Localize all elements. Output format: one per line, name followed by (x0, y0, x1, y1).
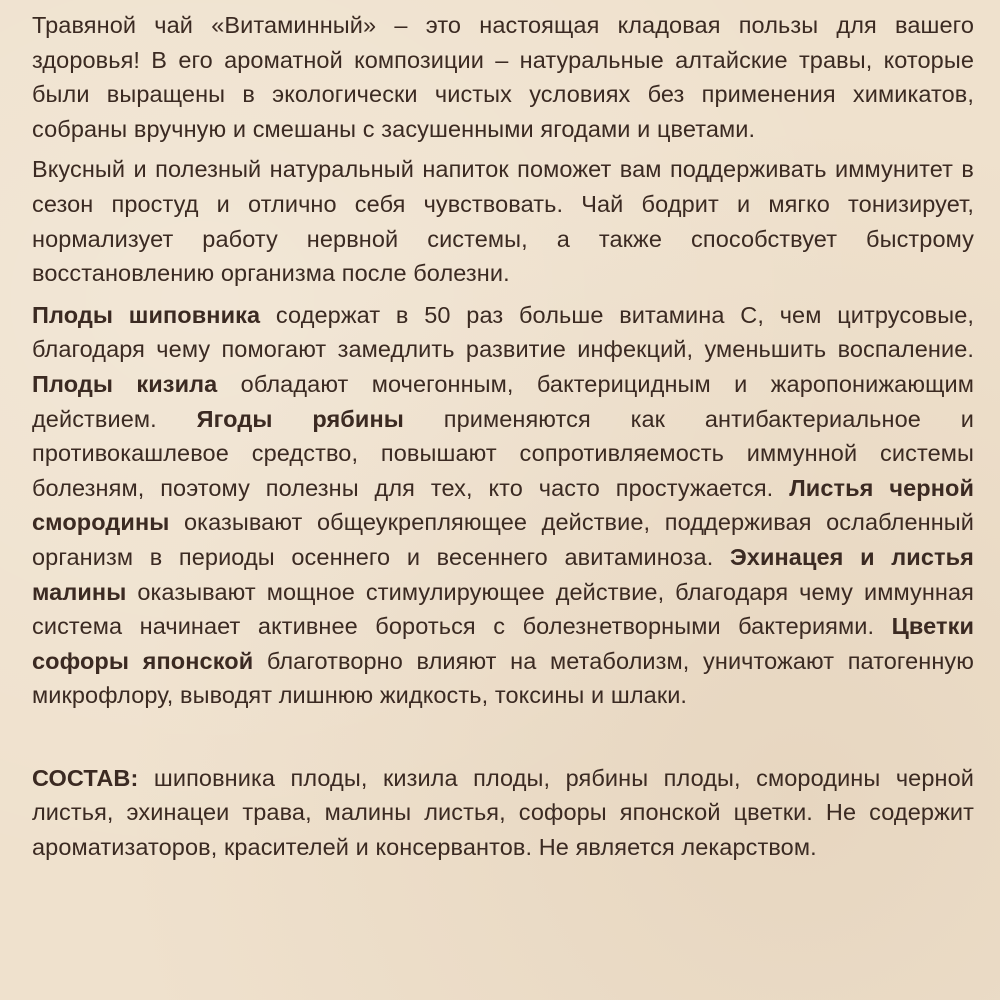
intro-paragraph-1: Травяной чай «Витаминный» – это настоящая кладовая пользы для вашего здоровья! В его ароматной композиции – натуральные алтайские травы, которые были выращены в экологически чистых условиях без применения химикатов, собраны вручную и смешаны с засушенными ягодами и цветами. (32, 12, 974, 142)
currant-text: оказывают общеукрепляющее действие, поддерживая ослабленный организм в периоды осеннего и весеннего авитаминоза. (32, 509, 974, 570)
sophora-heading: Цветки софоры японской (32, 613, 974, 674)
dogwood-heading: Плоды кизила (32, 370, 218, 397)
rosehip-heading: Плоды шиповника (32, 301, 261, 328)
composition-label: СОСТАВ: (32, 764, 139, 791)
sophora-text: благотворно влияют на метаболизм, уничтожают патогенную микрофлору, выводят лишнюю жидкость, токсины и шлаки. (32, 647, 974, 709)
composition-paragraph (32, 761, 974, 865)
currant-heading: Листья черной смородины (32, 474, 974, 536)
rowan-heading: Ягоды рябины (196, 405, 404, 432)
composition-text: шиповника плоды, кизила плоды, рябины плоды, смородины черной листья, эхинацеи трава, малины листья, софоры японской цветки. Не содержит ароматизаторов, красителей и консервантов. Не является лекарством. (32, 764, 974, 861)
benefits-paragraph (32, 298, 974, 713)
rosehip-text: содержат в 50 раз больше витамина С, чем цитрусовые, благодаря чему помогают замедлить развитие инфекций, уменьшить воспаление. (32, 301, 975, 363)
intro-paragraph-2: Вкусный и полезный натуральный напиток поможет вам поддерживать иммунитет в сезон простуд и отлично себя чувствовать. Чай бодрит и мягко тонизирует, нормализует работу нервной системы, а также способствует быстрому восстановлению организма после болезни. (32, 156, 974, 287)
echinacea-text: оказывают мощное стимулирующее действие, благодаря чему иммунная система начинает активнее бороться с болезнетворными бактериями. (32, 578, 974, 640)
rowan-text: применяются как антибактериальное и противокашлевое средство, повышают сопротивляемость иммунной системы болезням, поэтому полезны для тех, кто часто простужается. (32, 405, 974, 501)
dogwood-text: обладают мочегонным, бактерицидным и жаропонижающим действием. (32, 370, 974, 432)
echinacea-heading: Эхинацея и листья малины (32, 543, 974, 605)
